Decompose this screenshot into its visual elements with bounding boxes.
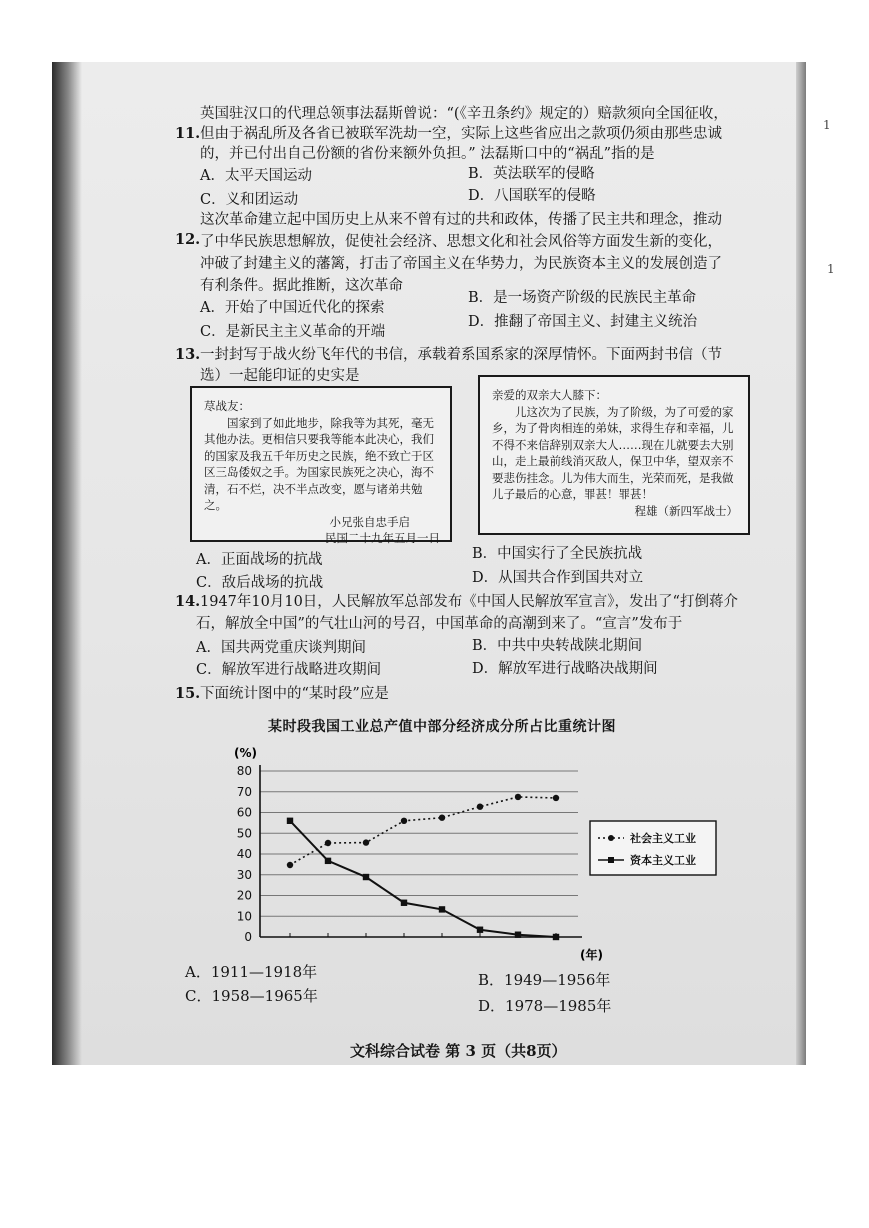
legend-marker — [608, 835, 614, 841]
data-point-capitalist — [439, 906, 445, 912]
chart-grid — [260, 771, 578, 916]
letter1-body: 国家到了如此地步，除我等为其死，毫无其他办法。更相信只要我等能本此决心，我们的国家及我五千年历史之民族，绝不致亡于区区三岛倭奴之手。为国家民族死之决心，海不清，石不烂，决不半点改变，愿与诸弟共勉之。 — [204, 415, 434, 512]
data-point-capitalist — [287, 818, 293, 824]
q12-stem-line: 了中华民族思想解放，促使社会经济、思想文化和社会风俗等方面发生新的变化， — [200, 234, 722, 250]
q12-stem-line: 有利条件。据此推断，这次革命 — [200, 278, 403, 294]
legend-marker — [608, 857, 614, 863]
question-number-14: 14. — [175, 593, 201, 610]
letter2-signature: 程雄（新四军战士） — [634, 503, 738, 518]
chart-legend — [590, 821, 716, 875]
data-point-capitalist — [363, 874, 369, 880]
q11-option-a[interactable]: A．太平天国运动 — [200, 168, 312, 184]
q11-option-c[interactable]: C．义和团运动 — [200, 192, 299, 208]
q13-option-c[interactable]: C．敌后战场的抗战 — [196, 575, 324, 591]
q12-option-a[interactable]: A．开始了中国近代化的探索 — [200, 300, 385, 316]
q15-option-a[interactable]: A．1911—1918年 — [185, 963, 318, 981]
q12-stem-line: 这次革命建立起中国历史上从来不曾有过的共和政体，传播了民主共和理念，推动 — [200, 212, 722, 228]
data-point-capitalist — [325, 858, 331, 864]
q12-stem-line: 冲破了封建主义的藩篱，打击了帝国主义在华势力，为民族资本主义的发展创造了 — [200, 256, 722, 272]
y-tick-label: 20 — [236, 888, 252, 903]
q12-option-d[interactable]: D．推翻了帝国主义、封建主义统治 — [468, 314, 698, 330]
y-tick-label: 30 — [236, 867, 252, 882]
q14-option-d[interactable]: D．解放军进行战略决战期间 — [472, 661, 658, 677]
y-tick-label: 40 — [236, 847, 252, 861]
q13-option-d[interactable]: D．从国共合作到国共对立 — [472, 570, 644, 586]
q13-stem-line: 一封封写于战火纷飞年代的书信，承载着系国系家的深厚情怀。下面两封书信（节 — [200, 347, 722, 363]
q13-stem-line: 选）一起能印证的史实是 — [200, 368, 360, 384]
data-point-socialist — [439, 814, 445, 820]
page-footer: 文科综合试卷 第 3 页（共8页） — [350, 1042, 567, 1060]
q11-stem-line: 英国驻汉口的代理总领事法磊斯曾说：“(《辛丑条约》规定的）赔款须向全国征收， — [200, 106, 728, 122]
q14-stem-line: 1947年10月10日，人民解放军总部发布《中国人民解放军宣言》，发出了“打倒蒋介 — [200, 594, 738, 610]
q15-option-b[interactable]: B．1949—1956年 — [478, 971, 611, 989]
data-point-capitalist — [477, 927, 483, 933]
q14-option-c[interactable]: C．解放军进行战略进攻期间 — [196, 662, 382, 678]
q11-option-d[interactable]: D．八国联军的侵略 — [468, 188, 596, 204]
letter2-body: 儿这次为了民族，为了阶级，为了可爱的家乡，为了骨肉相连的弟妹，求得生存和幸福，儿不得不来信辞别双亲大人……现在儿就要去大别山，走上最前线消灭敌人，保卫中华，望双亲不要悲伤挂念。儿为伟大而生，光荣而死，是我做儿子最后的心意，罪甚！罪甚！ — [492, 404, 734, 501]
chart-series — [287, 794, 559, 940]
chart-title: 某时段我国工业总产值中部分经济成分所占比重统计图 — [268, 719, 616, 735]
y-tick-label: 60 — [236, 805, 252, 820]
data-point-socialist — [401, 818, 407, 824]
margin-mark: 1 — [827, 262, 835, 276]
series-line-0 — [290, 797, 556, 865]
q14-option-b[interactable]: B．中共中央转战陕北期间 — [472, 638, 643, 654]
y-tick-label: 50 — [236, 826, 252, 841]
question-number-11: 11. — [175, 125, 201, 142]
data-point-socialist — [515, 794, 521, 800]
q12-option-c[interactable]: C．是新民主主义革命的开端 — [200, 324, 386, 340]
y-tick-label: 70 — [236, 784, 252, 799]
series-line-1 — [290, 821, 556, 937]
question-number-12: 12. — [175, 231, 201, 248]
question-number-15: 15. — [175, 685, 201, 702]
q15-option-c[interactable]: C．1958—1965年 — [185, 987, 318, 1005]
next-page-edge — [796, 62, 806, 1065]
data-point-capitalist — [553, 934, 559, 940]
y-tick-label: 80 — [236, 764, 252, 778]
letter1-signature: 小兄张自忠手启 — [329, 514, 410, 529]
y-tick-label: 0 — [244, 930, 252, 944]
y-axis-label: (%) — [234, 746, 257, 760]
letter-zhang-zizhong — [190, 386, 452, 545]
x-axis-label: (年) — [580, 948, 603, 962]
data-point-socialist — [325, 840, 331, 846]
q11-stem-line: 但由于祸乱所及各省已被联军洗劫一空，实际上这些省应出之款项仍须由那些忠诚 — [200, 126, 722, 142]
letter1-date: 民国二十九年五月一日 — [325, 531, 440, 545]
q15-stem: 下面统计图中的“某时段”应是 — [200, 686, 389, 702]
letter2-greeting: 亲爱的双亲大人膝下： — [492, 388, 607, 402]
q14-option-a[interactable]: A．国共两党重庆谈判期间 — [196, 640, 366, 656]
chart-y-ticks — [237, 764, 252, 944]
q11-option-b[interactable]: B．英法联军的侵略 — [468, 166, 595, 182]
data-point-socialist — [553, 795, 559, 801]
chart-axes — [260, 765, 582, 937]
q14-stem-line: 石，解放全中国”的气壮山河的号召，中国革命的高潮到来了。“宣言”发布于 — [196, 616, 683, 632]
data-point-socialist — [477, 803, 483, 809]
letter-cheng-xiong — [478, 375, 750, 535]
q11-stem-line: 的，并已付出自己份额的省份来额外负担。” 法磊斯口中的“祸乱”指的是 — [200, 146, 655, 162]
q12-option-b[interactable]: B．是一场资产阶级的民族民主革命 — [468, 290, 697, 306]
data-point-socialist — [287, 862, 293, 868]
letter1-greeting: 荩战友： — [204, 399, 250, 413]
q15-option-d[interactable]: D．1978—1985年 — [478, 997, 612, 1015]
legend-label: 资本主义工业 — [630, 854, 696, 867]
data-point-capitalist — [401, 900, 407, 906]
y-tick-label: 10 — [236, 909, 252, 924]
legend-label: 社会主义工业 — [630, 832, 696, 845]
data-point-socialist — [363, 839, 369, 845]
data-point-capitalist — [515, 932, 521, 938]
margin-mark: 1 — [823, 118, 831, 132]
q13-option-b[interactable]: B．中国实行了全民族抗战 — [472, 546, 643, 562]
q13-option-a[interactable]: A．正面战场的抗战 — [196, 552, 323, 568]
question-number-13: 13. — [175, 346, 201, 363]
line-chart — [220, 735, 740, 975]
